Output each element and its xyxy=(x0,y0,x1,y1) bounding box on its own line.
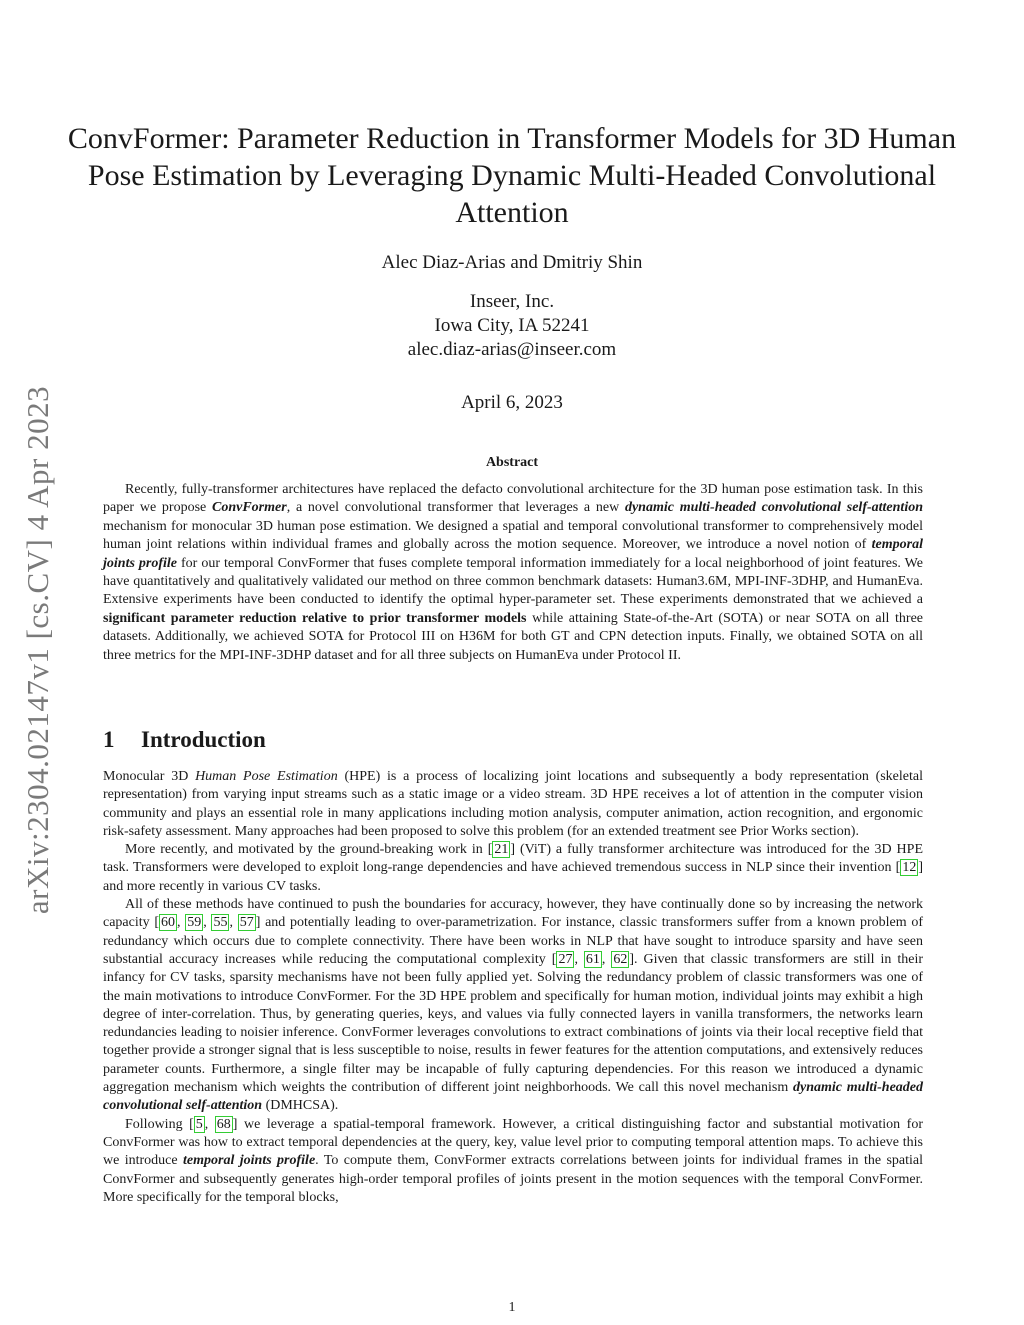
abstract-heading: Abstract xyxy=(485,455,539,470)
citation-link[interactable]: 60 xyxy=(161,915,176,931)
author-email: alec.diaz-arias@inseer.com xyxy=(407,339,617,360)
arxiv-id-text: arXiv:2304.02147v1 [cs.CV] 4 Apr 2023 xyxy=(20,385,56,915)
citation-link[interactable]: 62 xyxy=(613,951,628,967)
paragraph-text: (ViT) a fully transformer architecture was introduced for the 3D HPE task. Transformers were developed to exploit long-range dependencies and have achieved tremendous success in NLP since their invention xyxy=(103,842,923,876)
section-title: Introduction xyxy=(141,727,266,752)
paragraph-text: and potentially leading to over-parametrization. For instance, classic transformers suffer from a known problem of redundancy which occurs due to complete connectivity. There have been works in NLP that have sought to introduce sparsity and have seen substantial accuracy increases while reducing the computational complexity xyxy=(103,915,924,967)
abstract-text: for our temporal ConvFormer that fuses complete temporal information immediately for a local neighborhood of joint features. We have quantitatively and qualitatively validated our method on three common benchmark datasets: Human3.6M, MPI-INF-3DHP, and HumanEva. Extensive experiments have been conducted to identify the optimal hyper-parameter set. These experiments demonstrated that we achieved a xyxy=(103,555,923,608)
abstract-bold: significant parameter reduction relative to prior transformer models xyxy=(103,610,527,626)
paper-date: April 6, 2023 xyxy=(461,392,563,413)
abstract-emphasis: temporal joints profile xyxy=(103,537,923,571)
paragraph: All of these methods have continued to push the boundaries for accuracy, however, they have continually done so by increasing the network capacity [ 60 , 59 , 55 , 57 ] and potentially leading to over-parametrization. For instance, classic transformers suffer from a known problem of redundancy which occurs due to complete connectivity. There have been works in NLP that have sought to introduce sparsity and have seen substantial accuracy increases while reducing the computational complexity [ 27 , 61 , 62 ]. Given that classic transformers are still in their infancy for CV tasks, sparsity mechanisms have not been fully applied yet. Solving the redundancy problem of classic transformers was one of the main motivations to introduce ConvFormer. For the 3D HPE problem and specifically for human motion, individual joints may exhibit a high degree of inter-correlation. Thus, by generating queries, keys, and values via fully connected layers in vanilla transformers, the networks learn redundancies leading to noisier inference. ConvFormer leverages convolutions to extract combinations of joints via their local receptive field that together provide a stronger signal that is less susceptible to noise, results in fewer features for the attention computations, and extensively reduces parameter counts. Furthermore, a single filter may be incapable of fully capturing dependencies. For this reason we introduced a dynamic aggregation mechanism which weights the contribution of different joint neighborhoods. We call this novel mechanism dynamic multi-headed convolutional self-attention (DMHCSA). xyxy=(103,897,924,1114)
paragraph xyxy=(103,768,923,841)
paragraph-text: Monocular 3D xyxy=(103,769,196,784)
citation-link[interactable]: 59 xyxy=(187,915,202,931)
paragraph: Following [ 5 , 68 ] we leverage a spatial-temporal framework. However, a critical distinguishing factor and substantial motivation for ConvFormer was how to extract temporal dependencies at the query, key, value level prior to computing temporal attention maps. To achieve this we introduce temporal joints profile. To compute them, ConvFormer extracts correlations between joints for individual frames in the spatial ConvFormer and subsequently generates high-order temporal profiles of joints present in the motion sequences with the temporal ConvFormer. More specifically for the temporal blocks, xyxy=(103,1116,924,1205)
arxiv-identifier-stamp xyxy=(16,360,60,940)
paragraph-text: and more recently in various CV tasks. xyxy=(103,878,321,894)
paragraph-text: . Given that classic transformers are still in their infancy for CV tasks, sparsity mechanisms have not been fully applied yet. Solving the redundancy problem of classic transformers was one of the main motivations to introduce ConvFormer. For the 3D HPE problem and specifically for human motion, individual joints may exhibit a high degree of inter-correlation. Thus, by generating queries, keys, and values via fully connected layers in vanilla transformers, the networks learn redundancies leading to noisier inference. ConvFormer leverages convolutions to extract combinations of joints via their local receptive field that together provide a stronger signal that is less susceptible to noise, results in fewer features for the attention computations, and extensively reduces parameter counts. Furthermore, a single filter may be incapable of fully capturing dependencies. For this reason we introduced a dynamic aggregation mechanism which weights the contribution of different joint neighborhoods. We call this novel mechanism xyxy=(103,951,924,1096)
abstract-text: , a novel convolutional transformer that leverages a new xyxy=(286,500,625,516)
paragraph-text: (HPE) is a process of localizing joint locations and subsequently a body representation (skeletal representation) from varying input streams such as a static image or a video stream. 3D HPE receives a lot of attention in the computer vision community and plays an essential role in many applications including motion analysis, computer animation, action recognition, and ergonomic risk-safety assessment. Many approaches had been proposed to solve this problem (for an extended treatment see Prior Works section). xyxy=(103,769,923,839)
emphasis-term: dynamic multi-headed convolutional self-attention xyxy=(103,1080,923,1114)
abstract-body xyxy=(103,481,923,665)
citation-link[interactable]: 5 xyxy=(195,1116,203,1132)
citation-link[interactable]: 55 xyxy=(213,915,228,931)
paragraph-text: All of these methods have continued to push the boundaries for accuracy, however, they have continually done so by increasing the network capacity xyxy=(103,897,923,931)
page-number: 1 xyxy=(508,1300,516,1315)
abstract-text: mechanism for monocular 3D human pose estimation. We designed a spatial and temporal convolutional transformer to comprehensively model human joint relations within individual frames and globally across the motion sequence. Moreover, we introduce a novel notion of xyxy=(103,518,923,553)
paragraph-text: . To compute them, ConvFormer extracts correlations between joints for individual frames in the spatial ConvFormer and subsequently generates high-order temporal profiles of joints present in the motion sequences with the temporal ConvFormer. More specifically for the temporal blocks, xyxy=(103,1153,924,1205)
italic-term: Human Pose Estimation xyxy=(195,769,338,784)
citation-link[interactable]: 57 xyxy=(239,915,254,931)
affiliation-org: Inseer, Inc. xyxy=(469,291,555,312)
section-number: 1 xyxy=(103,727,115,752)
emphasis-term: temporal joints profile xyxy=(183,1153,316,1169)
section-heading-introduction xyxy=(103,727,923,753)
abstract-emphasis: dynamic multi-headed convolutional self-attention xyxy=(624,500,923,516)
citation-link[interactable]: 21 xyxy=(494,842,509,858)
paragraph-text: Following xyxy=(125,1116,190,1132)
paragraph-text: we leverage a spatial-temporal framework. However, a critical distinguishing factor and substantial motivation for ConvFormer was how to extract temporal dependencies at the query, key, value level prior to computing temporal attention maps. To achieve this we introduce xyxy=(103,1116,923,1169)
paragraph: More recently, and motivated by the ground-breaking work in [ 21 ] (ViT) a fully transformer architecture was introduced for the 3D HPE task. Transformers were developed to exploit long-range dependencies and have achieved tremendous success in NLP since their invention [ 12 ] and more recently in various CV tasks. xyxy=(103,842,923,894)
paper-title: ConvFormer: Parameter Reduction in Transformer Models for 3D Human Pose Estimation by Leveraging Dynamic Multi-Headed Convolutional Attention xyxy=(67,122,957,229)
abstract-emphasis: ConvFormer xyxy=(212,500,287,516)
citation-link[interactable]: 27 xyxy=(558,951,573,967)
citation-link[interactable]: 68 xyxy=(216,1116,231,1132)
paragraph-text: More recently, and motivated by the ground-breaking work in xyxy=(125,842,488,858)
affiliation-city: Iowa City, IA 52241 xyxy=(434,315,590,336)
abstract-text: Recently, fully-transformer architectures have replaced the defacto convolutional architecture for the 3D human pose estimation task. In this paper we propose xyxy=(103,482,923,516)
citation-link[interactable]: 12 xyxy=(902,860,917,876)
author-list: Alec Diaz-Arias and Dmitriy Shin xyxy=(381,252,643,273)
citation-link[interactable]: 61 xyxy=(585,951,600,967)
abstract-text: while attaining State-of-the-Art (SOTA) or near SOTA on all three datasets. Additionally, we achieved SOTA for Protocol III on H36M for both GT and CPN detection inputs. Finally, we obtained SOTA on all three metrics for the MPI-INF-3DHP dataset and for all three subjects on HumanEva under Protocol II. xyxy=(103,610,923,663)
paragraph-text: (DMHCSA). xyxy=(262,1098,339,1114)
introduction-body xyxy=(103,768,923,1207)
affiliation-block xyxy=(100,290,924,362)
